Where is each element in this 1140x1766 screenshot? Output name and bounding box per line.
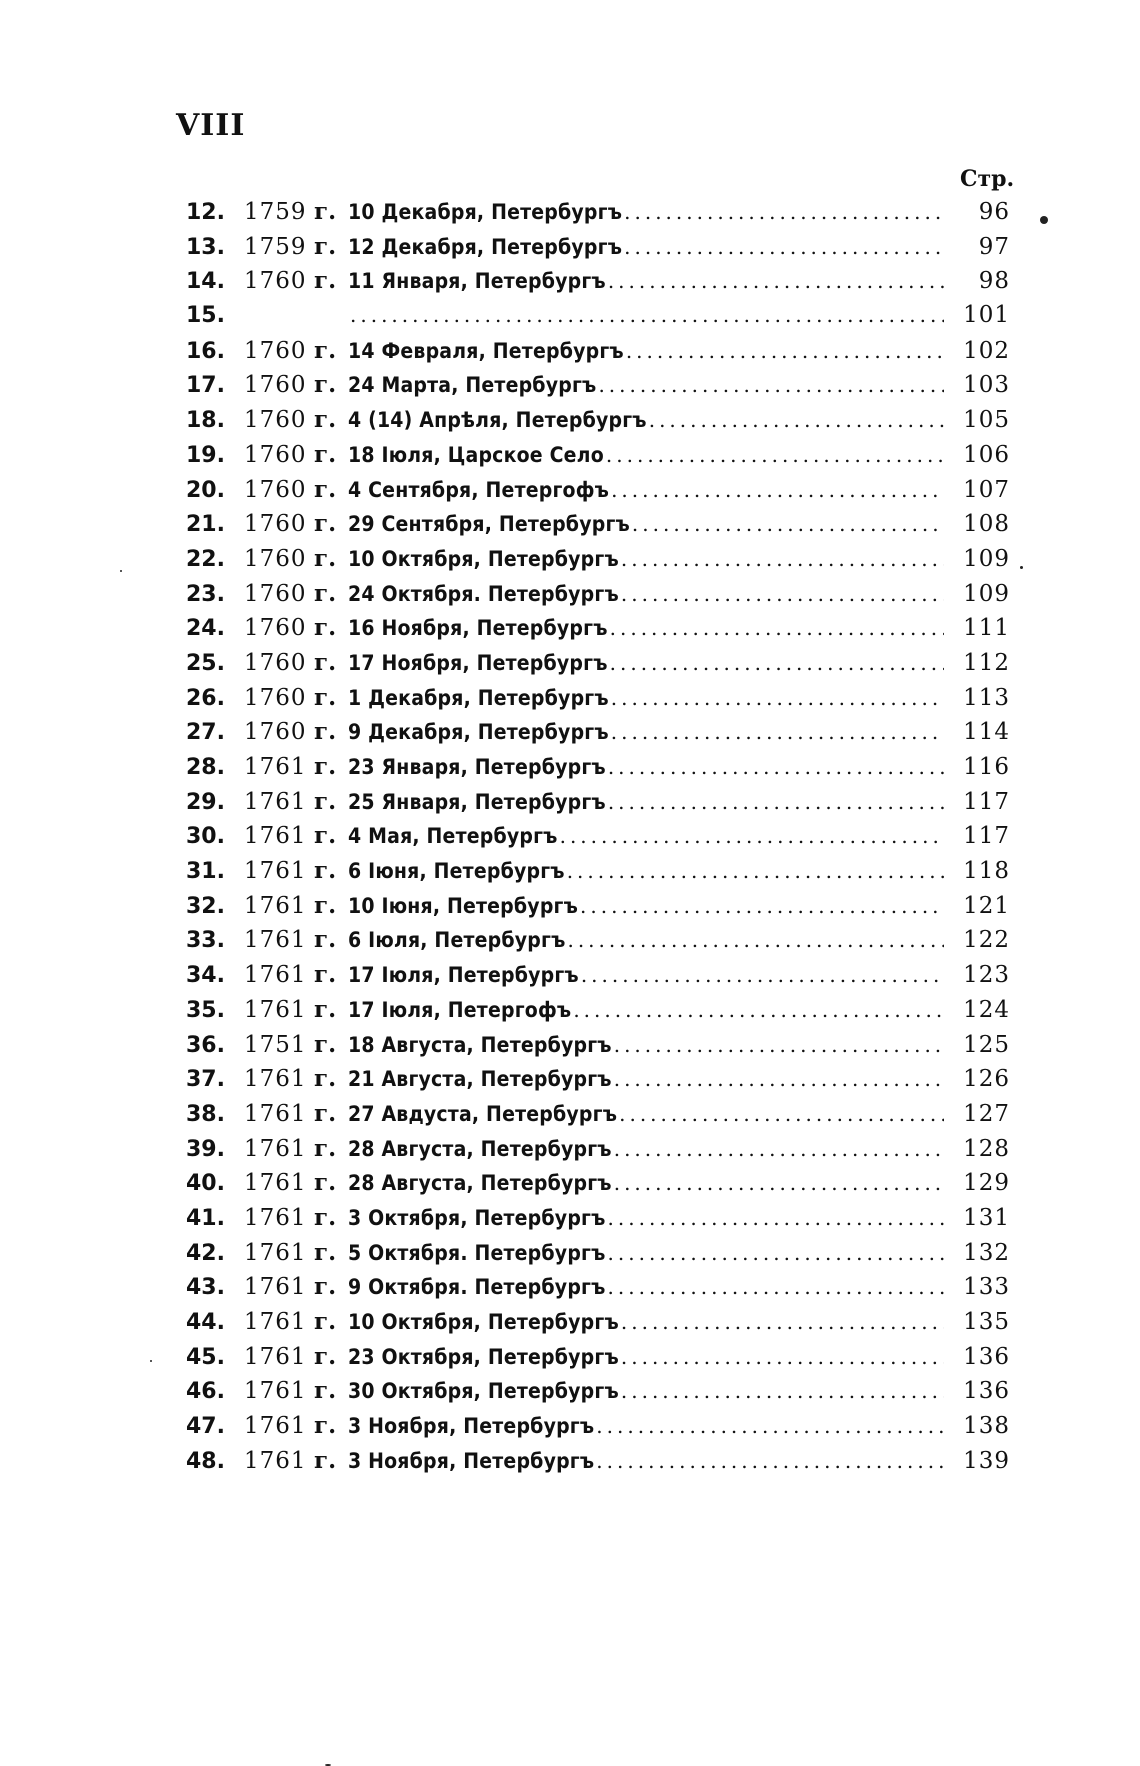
entry-number: 28. — [186, 755, 225, 780]
entry-page-number: 139 — [963, 1447, 1010, 1474]
entry-number: 41. — [186, 1205, 225, 1231]
page-column-header: Стр. — [960, 166, 1015, 192]
toc-entry — [186, 753, 1010, 788]
entry-year-suffix: г. — [314, 1446, 337, 1474]
entry-number: 20. — [186, 477, 225, 503]
toc-entry — [186, 1169, 1010, 1204]
entry-number: 27. — [186, 720, 225, 746]
entry-year: 1761 — [244, 823, 307, 850]
entry-number: 26. — [186, 685, 225, 711]
entry-year: 1759 — [244, 233, 307, 260]
entry-page-number: 97 — [978, 233, 1010, 260]
entry-year-suffix: г. — [314, 1203, 337, 1231]
toc-entry — [186, 1204, 1010, 1239]
entry-date-place: 28 Августа, Петербургъ — [348, 1171, 612, 1196]
entry-date-place: 29 Сентября, Петербургъ — [348, 512, 630, 537]
entry-page-number: 127 — [963, 1100, 1010, 1127]
page-number: VIII — [176, 108, 246, 143]
toc-entry — [186, 788, 1010, 823]
entry-page-number: 103 — [963, 372, 1010, 399]
toc-entry — [186, 476, 1010, 511]
entry-date-place: 24 Марта, Петербургъ — [348, 373, 597, 398]
dot-leader — [621, 582, 944, 606]
entry-number: 46. — [186, 1379, 225, 1405]
toc-entry — [186, 684, 1010, 719]
entry-number: 16. — [186, 338, 225, 364]
entry-date-place: 18 Іюля, Царское Село — [348, 442, 604, 467]
entry-year-suffix: г. — [314, 1030, 337, 1058]
entry-date-place: 30 Октября, Петербургъ — [348, 1379, 619, 1404]
entry-year: 1760 — [244, 615, 307, 642]
entry-date-place: 18 Августа, Петербургъ — [348, 1032, 612, 1057]
dot-leader — [610, 616, 944, 640]
toc-entry — [186, 1377, 1010, 1412]
entry-number: 47. — [186, 1414, 225, 1440]
dot-leader — [649, 408, 944, 432]
entry-year-suffix: г. — [314, 614, 337, 642]
entry-year-suffix: г. — [314, 510, 337, 538]
entry-date-place: 3 Ноября, Петербургъ — [348, 1448, 595, 1473]
dot-leader — [621, 1310, 944, 1334]
entry-number: 21. — [186, 512, 225, 538]
entry-year: 1760 — [244, 372, 307, 399]
entry-year-suffix: г. — [314, 371, 337, 399]
entry-year-suffix: г. — [314, 267, 337, 295]
entry-year-suffix: г. — [314, 857, 337, 885]
entry-date-place: 6 Іюля, Петербургъ — [348, 928, 566, 953]
toc-entry — [186, 649, 1010, 684]
entry-number: 25. — [186, 650, 225, 676]
dot-leader — [606, 443, 944, 467]
entry-date-place: 23 Января, Петербургъ — [348, 755, 606, 779]
entry-page-number: 124 — [963, 996, 1010, 1023]
dot-leader — [596, 1414, 944, 1438]
entry-year: 1761 — [244, 1135, 307, 1162]
entry-year-suffix: г. — [314, 995, 337, 1023]
dot-leader — [621, 547, 944, 571]
toc-entry — [186, 545, 1010, 580]
entry-year: 1760 — [244, 407, 307, 434]
entry-page-number: 116 — [963, 754, 1010, 780]
entry-year: 1761 — [244, 962, 307, 989]
entry-date-place: 10 Декабря, Петербургъ — [348, 200, 623, 224]
entry-year-suffix: г. — [314, 683, 337, 711]
entry-year: 1761 — [244, 1447, 307, 1474]
entry-number: 22. — [186, 546, 225, 572]
entry-year-suffix: г. — [314, 787, 337, 815]
toc-entry — [186, 1100, 1010, 1135]
entry-page-number: 117 — [963, 788, 1010, 815]
toc-entry — [186, 371, 1010, 406]
entry-date-place: 11 Января, Петербургъ — [348, 269, 606, 294]
table-of-contents — [186, 198, 1010, 1481]
dot-leader — [567, 928, 944, 952]
dot-leader — [581, 963, 944, 987]
entry-page-number: 101 — [963, 302, 1010, 329]
entry-number: 30. — [186, 824, 225, 850]
entry-number: 35. — [186, 997, 225, 1023]
dot-leader — [624, 235, 944, 259]
scan-speck — [1040, 216, 1048, 224]
entry-year: 1761 — [244, 788, 307, 815]
entry-page-number: 123 — [963, 962, 1010, 989]
entry-page-number: 109 — [963, 545, 1010, 572]
dot-leader — [621, 1379, 944, 1403]
entry-number: 29. — [186, 789, 225, 815]
entry-date-place: 17 Іюля, Петербургъ — [348, 963, 579, 988]
entry-year-suffix: г. — [314, 1238, 337, 1266]
entry-year: 1760 — [244, 476, 307, 503]
dot-leader — [580, 894, 944, 918]
entry-page-number: 117 — [963, 823, 1010, 850]
entry-year-suffix: г. — [314, 1308, 337, 1335]
toc-entry — [186, 1273, 1010, 1308]
entry-page-number: 122 — [963, 927, 1010, 954]
entry-number: 18. — [186, 408, 225, 434]
entry-year-suffix: г. — [314, 1169, 337, 1197]
toc-entry — [186, 302, 1010, 337]
scan-speck — [120, 570, 122, 572]
entry-number: 15. — [186, 303, 225, 329]
dot-leader — [608, 1206, 944, 1230]
entry-year-suffix: г. — [314, 1377, 337, 1405]
entry-year: 1751 — [244, 1031, 307, 1058]
dot-leader — [608, 1275, 944, 1299]
entry-date-place: 27 Авдуста, Петербургъ — [348, 1101, 618, 1126]
entry-date-place: 17 Іюля, Петергофъ — [348, 997, 572, 1022]
entry-page-number: 112 — [963, 649, 1010, 676]
entry-year: 1761 — [244, 1170, 307, 1197]
dot-leader — [614, 1171, 944, 1195]
entry-date-place: 10 Октября, Петербургъ — [348, 1310, 619, 1334]
entry-year-suffix: г. — [314, 1134, 337, 1162]
dot-leader — [608, 790, 944, 814]
entry-number: 45. — [186, 1344, 225, 1370]
entry-number: 31. — [186, 859, 225, 885]
dot-leader — [621, 1345, 944, 1369]
toc-entry — [186, 406, 1010, 441]
entry-year: 1761 — [244, 1309, 307, 1335]
entry-date-place: 9 Октября. Петербургъ — [348, 1275, 606, 1300]
entry-date-place: 10 Іюня, Петербургъ — [348, 893, 579, 918]
entry-page-number: 109 — [963, 580, 1010, 607]
entry-year-suffix: г. — [314, 753, 337, 780]
entry-number: 44. — [186, 1310, 225, 1335]
entry-date-place: 21 Августа, Петербургъ — [348, 1067, 612, 1092]
entry-year: 1761 — [244, 754, 307, 780]
toc-entry — [186, 926, 1010, 961]
entry-number: 13. — [186, 234, 225, 260]
entry-year-suffix: г. — [314, 1065, 337, 1093]
entry-date-place: 10 Октября, Петербургъ — [348, 546, 619, 571]
entry-page-number: 138 — [963, 1413, 1010, 1440]
entry-number: 17. — [186, 373, 225, 399]
entry-year-suffix: г. — [314, 475, 337, 503]
dot-leader — [608, 755, 944, 779]
entry-number: 38. — [186, 1101, 225, 1127]
entry-year: 1761 — [244, 1066, 307, 1093]
dot-leader — [560, 824, 944, 848]
entry-number: 24. — [186, 616, 225, 642]
entry-date-place: 14 Февраля, Петербургъ — [348, 338, 624, 363]
dot-leader — [611, 478, 944, 502]
entry-date-place: 17 Ноября, Петербургъ — [348, 650, 608, 675]
dot-leader — [624, 200, 944, 224]
entry-year-suffix: г. — [314, 648, 337, 676]
entry-number: 36. — [186, 1032, 225, 1058]
entry-page-number: 106 — [963, 441, 1010, 468]
entry-year-suffix: г. — [314, 336, 337, 364]
entry-year: 1761 — [244, 996, 307, 1023]
entry-number: 14. — [186, 269, 225, 295]
entry-date-place: 3 Октября, Петербургъ — [348, 1205, 606, 1230]
entry-year: 1760 — [244, 649, 307, 676]
toc-entry — [186, 267, 1010, 302]
dot-leader — [626, 339, 944, 363]
entry-year: 1760 — [244, 511, 307, 538]
toc-entry — [186, 857, 1010, 892]
toc-entry — [186, 892, 1010, 927]
entry-date-place: 23 Октября, Петербургъ — [348, 1344, 619, 1369]
dot-leader — [350, 303, 944, 327]
entry-year: 1761 — [244, 1204, 307, 1231]
entry-year-suffix: г. — [314, 1099, 337, 1127]
entry-page-number: 111 — [963, 615, 1010, 642]
entry-number: 39. — [186, 1136, 225, 1162]
toc-entry — [186, 580, 1010, 615]
entry-year-suffix: г. — [314, 579, 337, 607]
entry-year: 1761 — [244, 1343, 307, 1370]
entry-year: 1761 — [244, 1413, 307, 1440]
entry-year: 1761 — [244, 858, 307, 885]
entry-year-suffix: г. — [314, 198, 337, 225]
toc-entry — [186, 510, 1010, 545]
toc-entry — [186, 233, 1010, 268]
toc-entry — [186, 961, 1010, 996]
toc-entry — [186, 1308, 1010, 1343]
entry-year-suffix: г. — [314, 926, 337, 954]
entry-page-number: 108 — [963, 511, 1010, 538]
entry-page-number: 105 — [963, 407, 1010, 434]
entry-page-number: 136 — [963, 1378, 1010, 1405]
entry-number: 34. — [186, 963, 225, 989]
entry-year: 1761 — [244, 892, 307, 919]
entry-page-number: 102 — [963, 337, 1010, 364]
dot-leader — [614, 1067, 944, 1091]
entry-year-suffix: г. — [314, 406, 337, 434]
entry-date-place: 9 Декабря, Петербургъ — [348, 720, 609, 745]
entry-number: 40. — [186, 1171, 225, 1197]
entry-year: 1760 — [244, 580, 307, 607]
toc-entry — [186, 337, 1010, 372]
entry-date-place: 4 Мая, Петербургъ — [348, 824, 558, 849]
toc-entry — [186, 614, 1010, 649]
toc-entry — [186, 1412, 1010, 1447]
entry-year: 1759 — [244, 199, 307, 225]
entry-year-suffix: г. — [314, 718, 337, 746]
entry-number: 33. — [186, 928, 225, 954]
entry-number: 48. — [186, 1448, 225, 1474]
entry-page-number: 131 — [963, 1204, 1010, 1231]
entry-number: 12. — [186, 200, 225, 225]
entry-year-suffix: г. — [314, 1412, 337, 1440]
entry-page-number: 133 — [963, 1274, 1010, 1301]
entry-year: 1760 — [244, 719, 307, 746]
entry-page-number: 135 — [963, 1309, 1010, 1335]
scan-speck — [1020, 566, 1023, 569]
entry-number: 23. — [186, 581, 225, 607]
entry-year: 1760 — [244, 441, 307, 468]
entry-year-suffix: г. — [314, 961, 337, 989]
entry-page-number: 114 — [963, 719, 1010, 746]
entry-date-place: 5 Октября. Петербургъ — [348, 1240, 606, 1265]
entry-page-number: 96 — [978, 199, 1010, 225]
entry-date-place: 28 Августа, Петербургъ — [348, 1136, 612, 1161]
entry-year: 1760 — [244, 545, 307, 572]
entry-date-place: 6 Іюня, Петербургъ — [348, 859, 565, 884]
entry-year-suffix: г. — [314, 544, 337, 572]
dot-leader — [567, 859, 944, 883]
entry-year: 1761 — [244, 1274, 307, 1301]
dot-leader — [619, 1102, 944, 1126]
dot-leader — [632, 512, 944, 536]
entry-page-number: 125 — [963, 1031, 1010, 1058]
dot-leader — [573, 998, 944, 1022]
entry-year: 1760 — [244, 684, 307, 711]
dot-leader — [608, 1241, 944, 1265]
entry-year-suffix: г. — [314, 232, 337, 260]
dot-leader — [611, 686, 944, 710]
entry-page-number: 118 — [963, 858, 1010, 885]
entry-date-place: 4 Сентября, Петергофъ — [348, 477, 610, 502]
entry-page-number: 98 — [978, 268, 1010, 295]
entry-page-number: 132 — [963, 1239, 1010, 1266]
entry-date-place: 4 (14) Апрѣля, Петербургъ — [348, 408, 647, 433]
entry-page-number: 128 — [963, 1135, 1010, 1162]
entry-year: 1761 — [244, 1239, 307, 1266]
dot-leader — [610, 651, 944, 675]
toc-entry — [186, 198, 1010, 233]
entry-page-number: 126 — [963, 1066, 1010, 1093]
entry-page-number: 129 — [963, 1170, 1010, 1197]
entry-date-place: 16 Ноября, Петербургъ — [348, 616, 608, 641]
entry-date-place: 3 Ноября, Петербургъ — [348, 1414, 595, 1439]
entry-year-suffix: г. — [314, 891, 337, 919]
entry-number: 43. — [186, 1275, 225, 1301]
toc-entry — [186, 441, 1010, 476]
toc-entry — [186, 1031, 1010, 1066]
toc-entry — [186, 996, 1010, 1031]
entry-year: 1760 — [244, 337, 307, 364]
entry-year-suffix: г. — [314, 1342, 337, 1370]
scan-speck — [150, 1360, 152, 1362]
toc-entry — [186, 1239, 1010, 1274]
entry-year: 1760 — [244, 268, 307, 295]
entry-year: 1761 — [244, 1100, 307, 1127]
entry-page-number: 107 — [963, 476, 1010, 503]
entry-number: 32. — [186, 893, 225, 919]
entry-page-number: 136 — [963, 1343, 1010, 1370]
entry-year-suffix: г. — [314, 440, 337, 468]
entry-number: 19. — [186, 442, 225, 468]
entry-date-place: 1 Декабря, Петербургъ — [348, 685, 609, 710]
entry-year: 1761 — [244, 927, 307, 954]
dot-leader — [608, 269, 944, 293]
toc-entry — [186, 1447, 1010, 1482]
dot-leader — [614, 1137, 944, 1161]
toc-entry — [186, 1343, 1010, 1378]
entry-number: 37. — [186, 1067, 225, 1093]
toc-entry — [186, 1135, 1010, 1170]
entry-date-place: 12 Декабря, Петербургъ — [348, 234, 623, 259]
entry-page-number: 121 — [963, 892, 1010, 919]
entry-year-suffix: г. — [314, 822, 337, 850]
dot-leader — [596, 1449, 944, 1473]
entry-number: 42. — [186, 1240, 225, 1266]
toc-entry — [186, 718, 1010, 753]
entry-year-suffix: г. — [314, 1273, 337, 1301]
entry-date-place: 24 Октября. Петербургъ — [348, 581, 619, 606]
toc-entry — [186, 1065, 1010, 1100]
entry-year: 1761 — [244, 1378, 307, 1405]
entry-page-number: 113 — [963, 684, 1010, 711]
entry-date-place: 25 Января, Петербургъ — [348, 789, 606, 814]
toc-entry — [186, 822, 1010, 857]
dot-leader — [614, 1033, 944, 1057]
dot-leader — [598, 373, 944, 397]
dot-leader — [611, 720, 944, 744]
